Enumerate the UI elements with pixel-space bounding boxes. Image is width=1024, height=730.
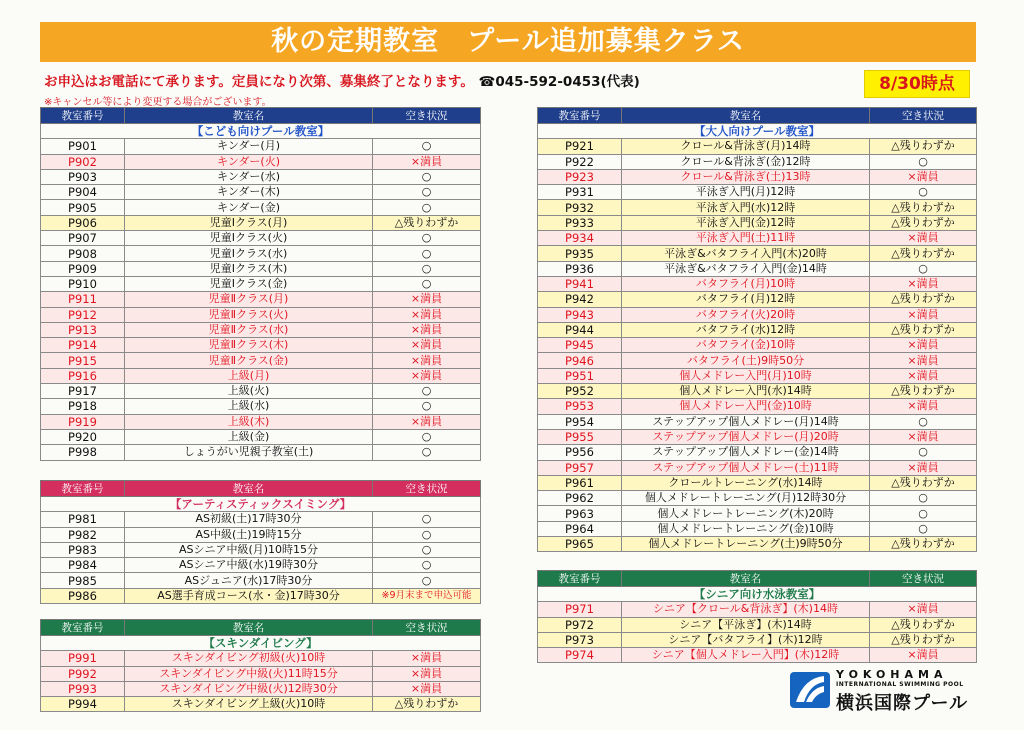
class-code: P951 [538, 368, 622, 383]
class-code: P934 [538, 231, 622, 246]
notice-text [44, 70, 640, 90]
availability-status: ○ [373, 185, 481, 200]
availability-status: ×満員 [870, 276, 977, 291]
section-row [41, 124, 481, 139]
availability-status: ×満員 [870, 602, 977, 617]
class-name: スキンダイビング中級(火)12時30分 [125, 681, 373, 696]
table-row [538, 353, 977, 368]
table-row [41, 215, 481, 230]
class-name: キンダー(火) [125, 154, 373, 169]
table-row [538, 292, 977, 307]
table-row [41, 384, 481, 399]
class-code: P957 [538, 460, 622, 475]
class-code: P903 [41, 169, 125, 184]
class-name: 個人メドレートレーニング(木)20時 [622, 506, 870, 521]
class-code: P923 [538, 169, 622, 184]
pool-logo-icon [790, 668, 832, 710]
table-row [538, 506, 977, 521]
class-code: P954 [538, 414, 622, 429]
class-code: P932 [538, 200, 622, 215]
class-code: P946 [538, 353, 622, 368]
table-row [41, 276, 481, 291]
table-row [538, 384, 977, 399]
availability-status: ○ [373, 200, 481, 215]
yokohama-pool-logo [790, 668, 980, 712]
availability-status: ○ [373, 231, 481, 246]
col-header-status: 空き状況 [373, 620, 481, 636]
class-code: P905 [41, 200, 125, 215]
table-row [538, 475, 977, 490]
class-name: シニア【平泳ぎ】(木)14時 [622, 617, 870, 632]
availability-status: △残りわずか [870, 322, 977, 337]
availability-status: ○ [870, 185, 977, 200]
class-code: P982 [41, 527, 125, 542]
availability-status: △残りわずか [373, 697, 481, 712]
table-row [538, 632, 977, 647]
table-row [41, 353, 481, 368]
skin-diving-table [40, 619, 481, 712]
table-row [41, 261, 481, 276]
availability-status: ×満員 [373, 651, 481, 666]
table-row [538, 368, 977, 383]
table-row [538, 185, 977, 200]
class-name: 個人メドレー入門(金)10時 [622, 399, 870, 414]
class-code: P919 [41, 414, 125, 429]
class-name: 児童Ⅱクラス(月) [125, 292, 373, 307]
cancel-note: ※キャンセル等により変更する場合がございます。 [44, 97, 272, 108]
class-code: P972 [538, 617, 622, 632]
availability-status: ○ [373, 445, 481, 460]
table-row [538, 648, 977, 663]
class-name: スキンダイビング上級(火)10時 [125, 697, 373, 712]
availability-status: ×満員 [870, 399, 977, 414]
class-code: P916 [41, 368, 125, 383]
class-code: P904 [41, 185, 125, 200]
availability-status: ○ [373, 169, 481, 184]
class-code: P941 [538, 276, 622, 291]
class-code: P986 [41, 588, 125, 603]
col-header-status: 空き状況 [373, 108, 481, 124]
table-row [41, 573, 481, 588]
class-name: 児童Ⅰクラス(火) [125, 231, 373, 246]
class-name: 平泳ぎ&バタフライ入門(木)20時 [622, 246, 870, 261]
class-name: クロール&背泳ぎ(金)12時 [622, 154, 870, 169]
availability-status: △残りわずか [870, 475, 977, 490]
class-code: P971 [538, 602, 622, 617]
class-name: ステップアップ個人メドレー(土)11時 [622, 460, 870, 475]
class-code: P981 [41, 512, 125, 527]
class-code: P974 [538, 648, 622, 663]
section-title: 【アーティスティックスイミング】 [41, 497, 481, 512]
table-row [538, 246, 977, 261]
phone-number: ☎045-592-0453(代表) [478, 74, 640, 90]
class-name: クロールトレーニング(水)14時 [622, 475, 870, 490]
class-code: P965 [538, 537, 622, 552]
class-code: P961 [538, 475, 622, 490]
class-name: 児童Ⅱクラス(木) [125, 338, 373, 353]
col-header-name: 教室名 [622, 571, 870, 587]
class-code: P964 [538, 521, 622, 536]
availability-status: ×満員 [870, 429, 977, 444]
class-name: ASシニア中級(月)10時15分 [125, 542, 373, 557]
availability-status: ○ [373, 384, 481, 399]
availability-status: △残りわずか [870, 384, 977, 399]
table-row [538, 154, 977, 169]
class-code: P985 [41, 573, 125, 588]
class-code: P944 [538, 322, 622, 337]
class-code: P945 [538, 338, 622, 353]
class-name: ステップアップ個人メドレー(月)14時 [622, 414, 870, 429]
logo-text-yokohama: YOKOHAMA [836, 668, 948, 681]
availability-status: ○ [373, 558, 481, 573]
class-name: バタフライ(水)12時 [622, 322, 870, 337]
col-header-name: 教室名 [622, 108, 870, 124]
availability-status: ○ [870, 154, 977, 169]
table-row [538, 139, 977, 154]
class-code: P956 [538, 445, 622, 460]
col-header-name: 教室名 [125, 108, 373, 124]
table-row [538, 261, 977, 276]
artistic-class-table [40, 480, 481, 604]
class-name: 平泳ぎ入門(金)12時 [622, 215, 870, 230]
section-title: 【大人向けプール教室】 [538, 124, 977, 139]
section-row [538, 587, 977, 602]
class-name: しょうがい児親子教室(土) [125, 445, 373, 460]
table-row [41, 512, 481, 527]
col-header-name: 教室名 [125, 620, 373, 636]
availability-status: ×満員 [373, 154, 481, 169]
class-code: P901 [41, 139, 125, 154]
class-name: シニア【個人メドレー入門】(木)12時 [622, 648, 870, 663]
col-header-code: 教室番号 [538, 571, 622, 587]
availability-status: △残りわずか [373, 215, 481, 230]
table-row [538, 491, 977, 506]
table-row [538, 602, 977, 617]
table-row [41, 681, 481, 696]
class-name: キンダー(水) [125, 169, 373, 184]
class-code: P913 [41, 322, 125, 337]
class-name: 上級(火) [125, 384, 373, 399]
class-code: P962 [538, 491, 622, 506]
table-row [41, 558, 481, 573]
class-name: AS中級(土)19時15分 [125, 527, 373, 542]
table-row [41, 139, 481, 154]
availability-status: ×満員 [373, 307, 481, 322]
table-row [538, 215, 977, 230]
table-row [41, 200, 481, 215]
class-name: キンダー(木) [125, 185, 373, 200]
col-header-status: 空き状況 [373, 481, 481, 497]
col-header-code: 教室番号 [41, 620, 125, 636]
section-row [41, 497, 481, 512]
class-code: P917 [41, 384, 125, 399]
class-code: P952 [538, 384, 622, 399]
class-code: P984 [41, 558, 125, 573]
col-header-code: 教室番号 [538, 108, 622, 124]
class-code: P983 [41, 542, 125, 557]
table-row [41, 307, 481, 322]
page-title: 秋の定期教室 プール追加募集クラス [40, 22, 976, 62]
table-row [538, 307, 977, 322]
table-row [41, 588, 481, 603]
table-row [538, 276, 977, 291]
col-header-code: 教室番号 [41, 108, 125, 124]
class-name: 平泳ぎ入門(水)12時 [622, 200, 870, 215]
senior-class-table [537, 570, 977, 663]
table-row [41, 542, 481, 557]
table-row [538, 414, 977, 429]
class-code: P909 [41, 261, 125, 276]
availability-status: ×満員 [870, 460, 977, 475]
class-code: P991 [41, 651, 125, 666]
class-name: AS選手育成コース(水・金)17時30分 [125, 588, 373, 603]
availability-status: ×満員 [373, 414, 481, 429]
availability-status: ×満員 [870, 648, 977, 663]
class-name: 上級(水) [125, 399, 373, 414]
class-code: P942 [538, 292, 622, 307]
class-name: バタフライ(金)10時 [622, 338, 870, 353]
class-code: P920 [41, 429, 125, 444]
class-code: P915 [41, 353, 125, 368]
class-name: キンダー(金) [125, 200, 373, 215]
class-code: P912 [41, 307, 125, 322]
class-name: シニア【バタフライ】(木)12時 [622, 632, 870, 647]
availability-status: △残りわずか [870, 537, 977, 552]
availability-status: ○ [870, 261, 977, 276]
class-name: 平泳ぎ&バタフライ入門(金)14時 [622, 261, 870, 276]
availability-status: ○ [373, 512, 481, 527]
availability-status: ×満員 [373, 338, 481, 353]
availability-status: △残りわずか [870, 632, 977, 647]
class-name: シニア【クロール&背泳ぎ】(木)14時 [622, 602, 870, 617]
class-name: 児童Ⅰクラス(月) [125, 215, 373, 230]
class-code: P998 [41, 445, 125, 460]
table-row [41, 666, 481, 681]
table-row [41, 399, 481, 414]
section-title: 【スキンダイビング】 [41, 636, 481, 651]
class-name: スキンダイビング初級(火)10時 [125, 651, 373, 666]
availability-status: △残りわずか [870, 139, 977, 154]
availability-status: △残りわずか [870, 215, 977, 230]
logo-text-international: INTERNATIONAL SWIMMING POOL [836, 681, 964, 688]
table-row [538, 169, 977, 184]
availability-status: ×満員 [870, 307, 977, 322]
class-code: P955 [538, 429, 622, 444]
table-row [538, 200, 977, 215]
class-name: 児童Ⅰクラス(木) [125, 261, 373, 276]
class-name: 上級(月) [125, 368, 373, 383]
availability-status: △残りわずか [870, 617, 977, 632]
kids-class-table [40, 107, 481, 461]
class-code: P918 [41, 399, 125, 414]
availability-status: ○ [373, 139, 481, 154]
logo-text-name: 横浜国際プール [836, 693, 969, 714]
table-row [41, 169, 481, 184]
col-header-name: 教室名 [125, 481, 373, 497]
class-name: 上級(木) [125, 414, 373, 429]
availability-status: ×満員 [373, 353, 481, 368]
class-name: 上級(金) [125, 429, 373, 444]
table-row [538, 338, 977, 353]
class-name: AS初級(土)17時30分 [125, 512, 373, 527]
class-name: クロール&背泳ぎ(月)14時 [622, 139, 870, 154]
col-header-status: 空き状況 [870, 571, 977, 587]
class-name: バタフライ(土)9時50分 [622, 353, 870, 368]
class-name: 児童Ⅰクラス(水) [125, 246, 373, 261]
class-code: P921 [538, 139, 622, 154]
availability-status: ×満員 [870, 231, 977, 246]
class-name: 児童Ⅱクラス(火) [125, 307, 373, 322]
availability-status: ○ [870, 491, 977, 506]
class-name: 児童Ⅱクラス(金) [125, 353, 373, 368]
section-row [41, 636, 481, 651]
table-row [41, 429, 481, 444]
availability-status: ○ [373, 261, 481, 276]
availability-status: ○ [870, 445, 977, 460]
table-row [538, 231, 977, 246]
class-code: P935 [538, 246, 622, 261]
availability-status: ×満員 [373, 322, 481, 337]
class-code: P902 [41, 154, 125, 169]
availability-status: ○ [373, 399, 481, 414]
availability-status: △残りわずか [870, 246, 977, 261]
availability-status: ○ [373, 246, 481, 261]
class-name: 個人メドレー入門(水)14時 [622, 384, 870, 399]
class-code: P908 [41, 246, 125, 261]
class-name: バタフライ(火)20時 [622, 307, 870, 322]
table-row [41, 154, 481, 169]
availability-status: ○ [373, 573, 481, 588]
class-code: P907 [41, 231, 125, 246]
table-row [41, 445, 481, 460]
table-row [41, 368, 481, 383]
table-row [538, 445, 977, 460]
class-code: P993 [41, 681, 125, 696]
table-row [41, 246, 481, 261]
class-code: P963 [538, 506, 622, 521]
class-name: ASジュニア(水)17時30分 [125, 573, 373, 588]
section-title: 【こども向けプール教室】 [41, 124, 481, 139]
col-header-code: 教室番号 [41, 481, 125, 497]
adult-class-table [537, 107, 977, 552]
date-badge: 8/30時点 [864, 70, 970, 98]
table-row [41, 231, 481, 246]
class-code: P906 [41, 215, 125, 230]
availability-status: ○ [373, 542, 481, 557]
availability-status: ×満員 [870, 353, 977, 368]
class-name: 個人メドレートレーニング(月)12時30分 [622, 491, 870, 506]
class-code: P936 [538, 261, 622, 276]
class-code: P933 [538, 215, 622, 230]
table-row [41, 527, 481, 542]
table-row [538, 322, 977, 337]
class-code: P931 [538, 185, 622, 200]
availability-status: ○ [373, 276, 481, 291]
availability-status: ※9月末まで申込可能 [373, 588, 481, 603]
availability-status: ×満員 [870, 338, 977, 353]
class-code: P922 [538, 154, 622, 169]
availability-status: △残りわずか [870, 292, 977, 307]
table-row [41, 414, 481, 429]
class-name: バタフライ(月)10時 [622, 276, 870, 291]
notice-message: お申込はお電話にて承ります。定員になり次第、募集終了となります。 [44, 74, 474, 90]
table-row [41, 338, 481, 353]
availability-status: ○ [870, 506, 977, 521]
availability-status: ○ [373, 429, 481, 444]
section-row [538, 124, 977, 139]
availability-status: ×満員 [870, 169, 977, 184]
class-code: P910 [41, 276, 125, 291]
class-name: クロール&背泳ぎ(土)13時 [622, 169, 870, 184]
class-name: 個人メドレートレーニング(土)9時50分 [622, 537, 870, 552]
table-row [538, 429, 977, 444]
class-name: 個人メドレートレーニング(金)10時 [622, 521, 870, 536]
table-row [538, 399, 977, 414]
availability-status: △残りわずか [870, 200, 977, 215]
col-header-status: 空き状況 [870, 108, 977, 124]
availability-status: ○ [870, 414, 977, 429]
section-title: 【シニア向け水泳教室】 [538, 587, 977, 602]
class-name: キンダー(月) [125, 139, 373, 154]
table-row [41, 292, 481, 307]
availability-status: ○ [373, 527, 481, 542]
class-name: バタフライ(月)12時 [622, 292, 870, 307]
table-row [538, 521, 977, 536]
class-name: 児童Ⅱクラス(水) [125, 322, 373, 337]
class-code: P994 [41, 697, 125, 712]
class-name: ステップアップ個人メドレー(月)20時 [622, 429, 870, 444]
availability-status: ×満員 [870, 368, 977, 383]
class-code: P943 [538, 307, 622, 322]
table-row [41, 185, 481, 200]
availability-status: ×満員 [373, 368, 481, 383]
availability-status: ×満員 [373, 292, 481, 307]
class-code: P953 [538, 399, 622, 414]
table-row [538, 537, 977, 552]
table-row [41, 697, 481, 712]
table-row [41, 322, 481, 337]
availability-status: ×満員 [373, 681, 481, 696]
class-code: P914 [41, 338, 125, 353]
availability-status: ×満員 [373, 666, 481, 681]
class-name: 個人メドレー入門(月)10時 [622, 368, 870, 383]
class-name: ASシニア中級(水)19時30分 [125, 558, 373, 573]
table-row [41, 651, 481, 666]
class-name: 平泳ぎ入門(土)11時 [622, 231, 870, 246]
class-code: P911 [41, 292, 125, 307]
table-row [538, 617, 977, 632]
class-name: 平泳ぎ入門(月)12時 [622, 185, 870, 200]
class-code: P973 [538, 632, 622, 647]
availability-status: ○ [870, 521, 977, 536]
class-name: 児童Ⅰクラス(金) [125, 276, 373, 291]
class-code: P992 [41, 666, 125, 681]
class-name: ステップアップ個人メドレー(金)14時 [622, 445, 870, 460]
class-name: スキンダイビング中級(火)11時15分 [125, 666, 373, 681]
table-row [538, 460, 977, 475]
